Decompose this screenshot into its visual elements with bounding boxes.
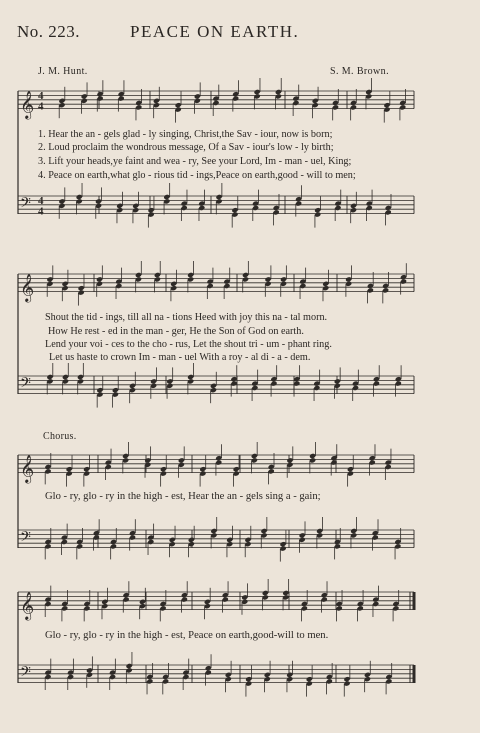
- verse-2-line-2: How He rest - ed in the man - ger, He the Son of God on earth.: [48, 326, 304, 337]
- verse-1-line-2: Shout the tid - ings, till all na - tions Heed with joy this na - tal morn.: [45, 312, 328, 323]
- lyricist-credit: J. M. Hunt.: [38, 66, 88, 77]
- time-signature-top: 4: [38, 194, 44, 207]
- bass-clef-icon: 𝄢: [20, 195, 31, 216]
- treble-clef-icon: 𝄞: [20, 273, 35, 302]
- bass-clef-icon: 𝄢: [20, 664, 31, 685]
- chorus-lyric-2: Glo - ry, glo - ry in the high - est, Peace on earth,good-will to men.: [45, 630, 329, 641]
- verse-1-line-1: 1. Hear the an - gels glad - ly singing, Christ,the Sav - iour, now is born;: [38, 129, 333, 140]
- verse-4-line-2: Let us haste to crown Im - man - uel With a roy - al di - a - dem.: [49, 352, 311, 363]
- chorus-label: Chorus.: [43, 431, 77, 442]
- verse-3-line-2: Lend your voi - ces to the cho - rus, Let the shout tri - um - phant ring.: [45, 339, 332, 350]
- hymn-number: No. 223.: [17, 22, 81, 41]
- chorus-lyric-1: Glo - ry, glo - ry in the high - est, Hear the an - gels sing a - gain;: [45, 491, 321, 502]
- verse-3-line-1: 3. Lift your heads,ye faint and wea - ry, See your Lord, Im - man - uel, King;: [38, 156, 352, 167]
- bass-clef-icon: 𝄢: [20, 375, 31, 396]
- treble-clef-icon: 𝄞: [20, 591, 35, 620]
- treble-clef-icon: 𝄞: [20, 90, 35, 119]
- hymn-title: PEACE ON EARTH.: [130, 22, 300, 41]
- verse-4-line-1: 4. Peace on earth,what glo - rious tid - ings,Peace on earth,good - will to men;: [38, 170, 356, 181]
- bass-clef-icon: 𝄢: [20, 529, 31, 550]
- time-signature-bottom: 4: [38, 205, 44, 218]
- composer-credit: S. M. Brown.: [330, 66, 389, 77]
- verse-2-line-1: 2. Loud proclaim the wondrous message, Of a Sav - iour's low - ly birth;: [38, 142, 334, 153]
- time-signature-bottom: 4: [38, 100, 44, 113]
- treble-clef-icon: 𝄞: [20, 454, 35, 483]
- time-signature-top: 4: [38, 89, 44, 102]
